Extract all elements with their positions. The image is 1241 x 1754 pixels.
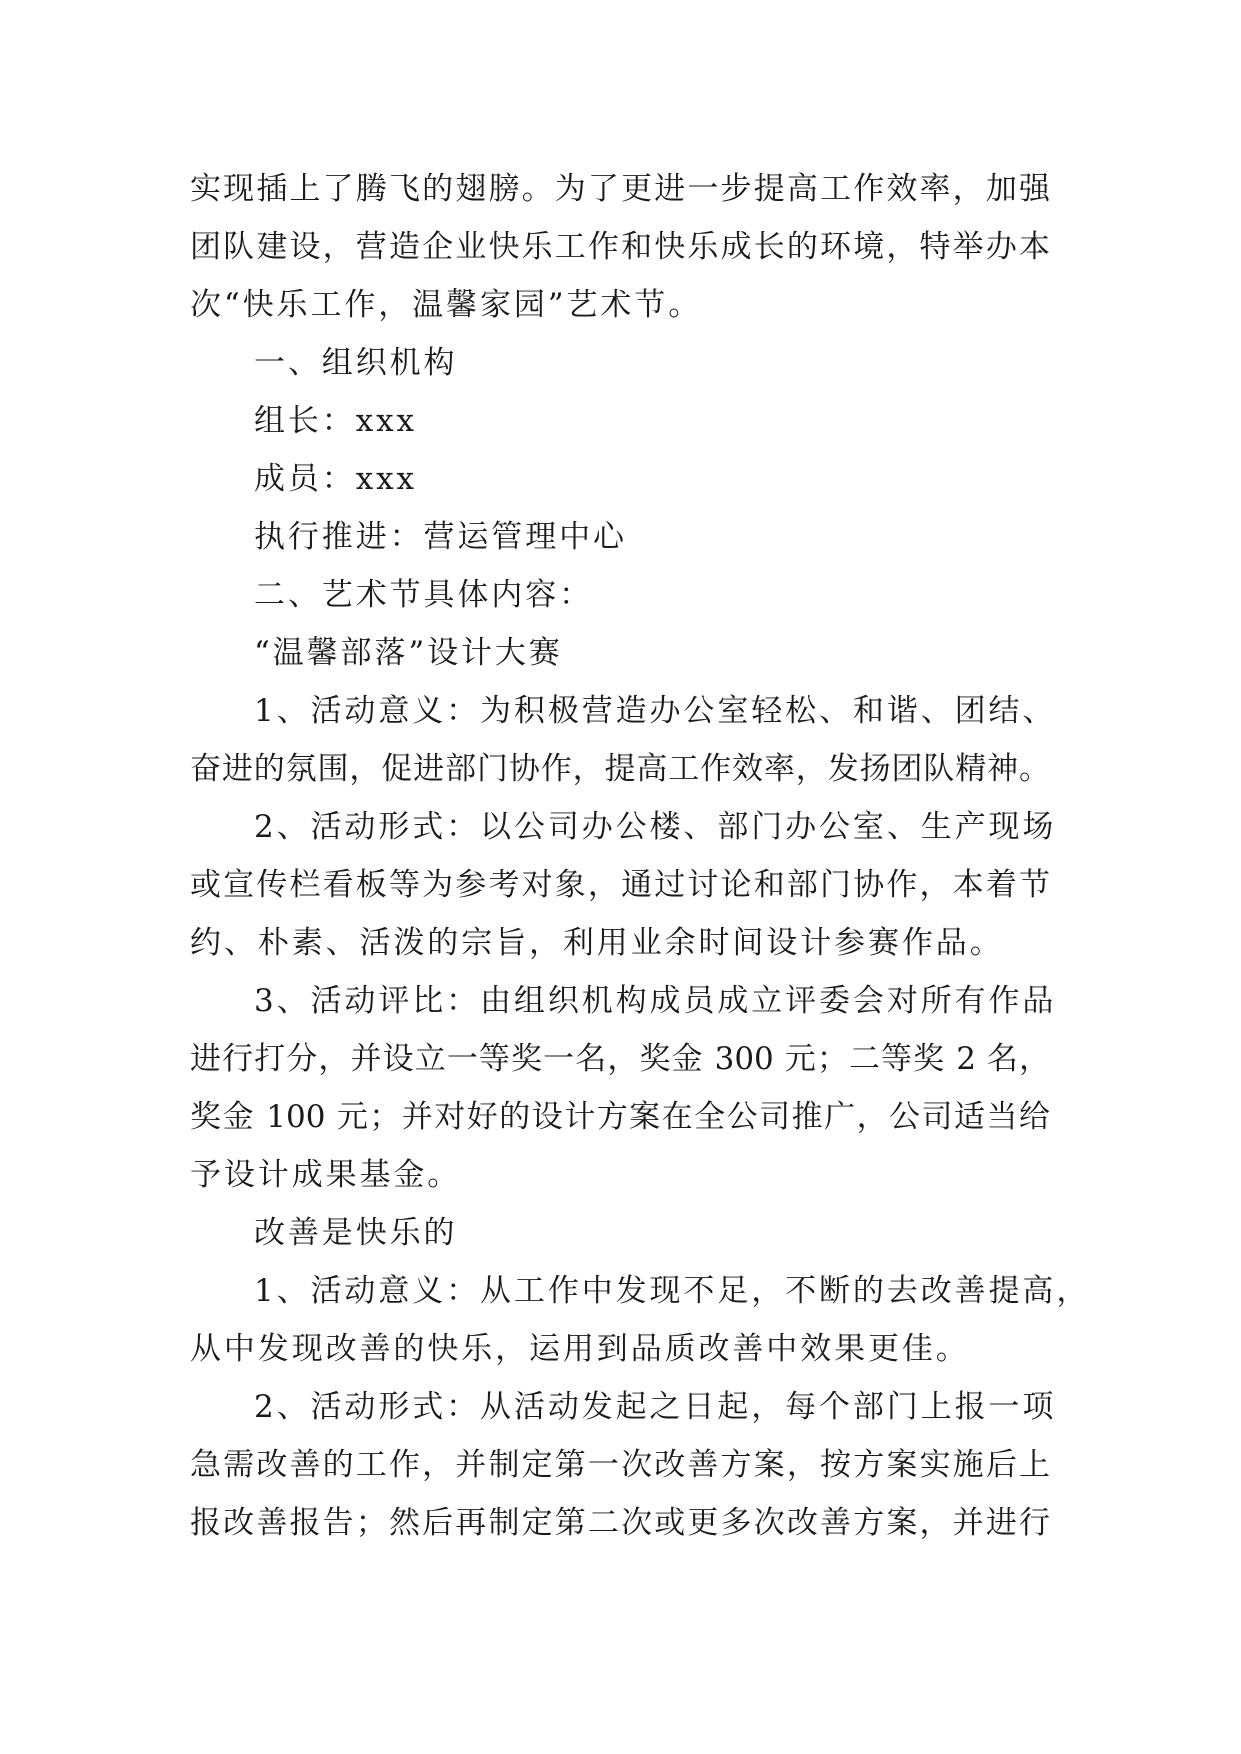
section-heading-organization: 一、组织机构 xyxy=(254,345,458,381)
body-line: 或宣传栏看板等为参考对象，通过讨论和部门协作，本着节 xyxy=(190,867,1050,903)
subsection-heading-improvement: 改善是快乐的 xyxy=(254,1215,458,1251)
body-line: 约、朴素、活泼的宗旨，利用业余时间设计参赛作品。 xyxy=(190,925,1004,961)
body-line: 从中发现改善的快乐，运用到品质改善中效果更佳。 xyxy=(190,1331,970,1367)
section-heading-content: 二、艺术节具体内容： xyxy=(254,577,593,613)
body-line: 团队建设，营造企业快乐工作和快乐成长的环境，特举办本 xyxy=(190,229,1050,265)
body-line: 组长：xxx xyxy=(254,403,417,439)
body-line: 成员：xxx xyxy=(254,461,417,497)
body-line: 次“快乐工作，温馨家园”艺术节。 xyxy=(190,287,703,323)
body-line: 报改善报告；然后再制定第二次或更多次改善方案，并进行 xyxy=(190,1505,1050,1541)
subsection-heading-design-contest: “温馨部落”设计大赛 xyxy=(254,635,563,671)
body-line: 1、活动意义：为积极营造办公室轻松、和谐、团结、 xyxy=(254,693,1057,729)
body-line: 2、活动形式：以公司办公楼、部门办公室、生产现场 xyxy=(254,809,1057,845)
document-body xyxy=(190,160,1091,1552)
body-line: 奖金 100 元；并对好的设计方案在全公司推广，公司适当给 xyxy=(190,1099,1050,1135)
body-line: 1、活动意义：从工作中发现不足，不断的去改善提高， xyxy=(254,1273,1091,1309)
body-line: 实现插上了腾飞的翅膀。为了更进一步提高工作效率，加强 xyxy=(190,171,1050,207)
body-line: 3、活动评比：由组织机构成员成立评委会对所有作品 xyxy=(254,983,1057,1019)
body-line: 予设计成果基金。 xyxy=(190,1157,462,1193)
body-line: 急需改善的工作，并制定第一次改善方案，按方案实施后上 xyxy=(190,1447,1050,1483)
body-line: 执行推进：营运管理中心 xyxy=(254,519,627,555)
body-line: 2、活动形式：从活动发起之日起，每个部门上报一项 xyxy=(254,1389,1057,1425)
body-line: 奋进的氛围，促进部门协作，提高工作效率，发扬团队精神。 xyxy=(190,751,1050,787)
body-line: 进行打分，并设立一等奖一名，奖金 300 元；二等奖 2 名， xyxy=(190,1041,1050,1077)
